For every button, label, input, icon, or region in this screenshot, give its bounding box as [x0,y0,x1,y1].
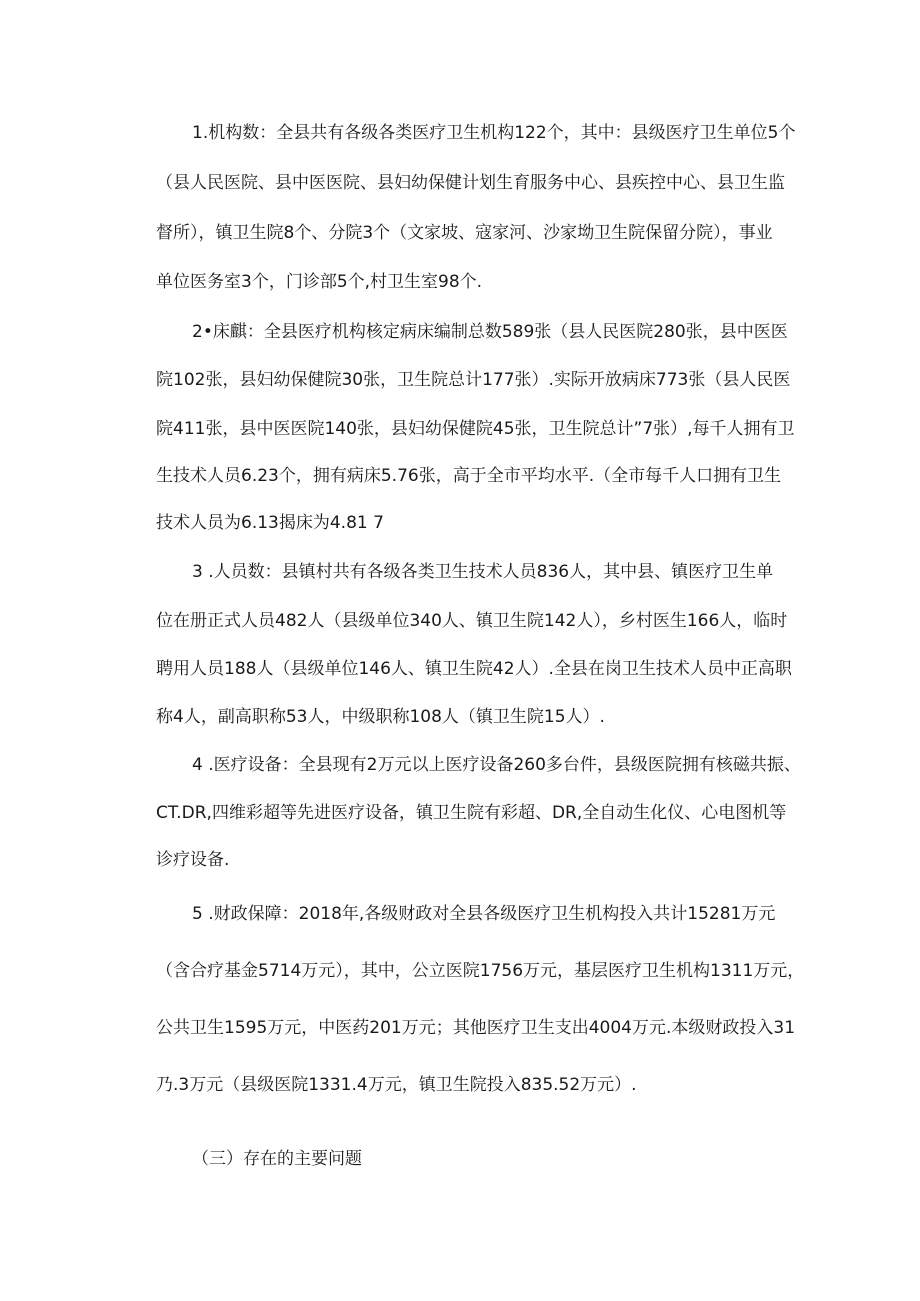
text-line: （县人民医院、县中医医院、县妇幼保健计划生育服务中心、县疾控中心、县卫生监 [156,173,785,193]
text-line: 院411张，县中医医院140张，县妇幼保健院45张，卫生院总计”7张）,每千人拥有卫 [156,419,795,439]
text-line: 督所），镇卫生院8个、分院3个（文家坡、寇家河、沙家坳卫生院保留分院），事业 [156,223,773,243]
text-line: 技术人员为6.13揭床为4.81 7 [156,513,384,533]
text-line: 公共卫生1595万元，中医药201万元；其他医疗卫生支出4004万元.本级财政投入31 [156,1018,796,1038]
text-line: 乃.3万元（县级医院1331.4万元，镇卫生院投入835.52万元）. [156,1075,637,1095]
text-line: 诊疗设备. [156,850,230,870]
text-line: 聘用人员188人（县级单位146人、镇卫生院42人）.全县在岗卫生技术人员中正高职 [156,659,792,679]
section-subheading: （三）存在的主要问题 [192,1149,362,1169]
text-line: 称4人，副高职称53人，中级职称108人（镇卫生院15人）. [156,707,605,727]
text-line: 5 .财政保障：2018年,各级财政对全县各级医疗卫生机构投入共计15281万元 [192,904,776,924]
text-line: CT.DR,四维彩超等先进医疗设备，镇卫生院有彩超、DR,全自动生化仪、心电图机等 [156,803,787,823]
text-line: 生技术人员6.23个，拥有病床5.76张，高于全市平均水平.（全市每千人口拥有卫生 [156,466,782,486]
text-line: （含合疗基金5714万元），其中，公立医院1756万元，基层医疗卫生机构1311万元， [156,961,805,981]
text-line: 位在册正式人员482人（县级单位340人、镇卫生院142人），乡村医生166人，临时 [156,611,788,631]
text-line: 4 .医疗设备：全县现有2万元以上医疗设备260多台件，县级医院拥有核磁共振、 [192,755,801,775]
text-line: 1.机构数：全县共有各级各类医疗卫生机构122个，其中：县级医疗卫生单位5个 [192,123,796,143]
text-line: 单位医务室3个，门诊部5个,村卫生室98个. [156,272,483,292]
text-line: 院102张，县妇幼保健院30张，卫生院总计177张）.实际开放病床773张（县人民医 [156,370,791,390]
text-line: 3 .人员数：县镇村共有各级各类卫生技术人员836人，其中县、镇医疗卫生单 [192,562,774,582]
text-line: 2•床麒：全县医疗机构核定病床编制总数589张（县人民医院280张，县中医医 [192,322,788,342]
